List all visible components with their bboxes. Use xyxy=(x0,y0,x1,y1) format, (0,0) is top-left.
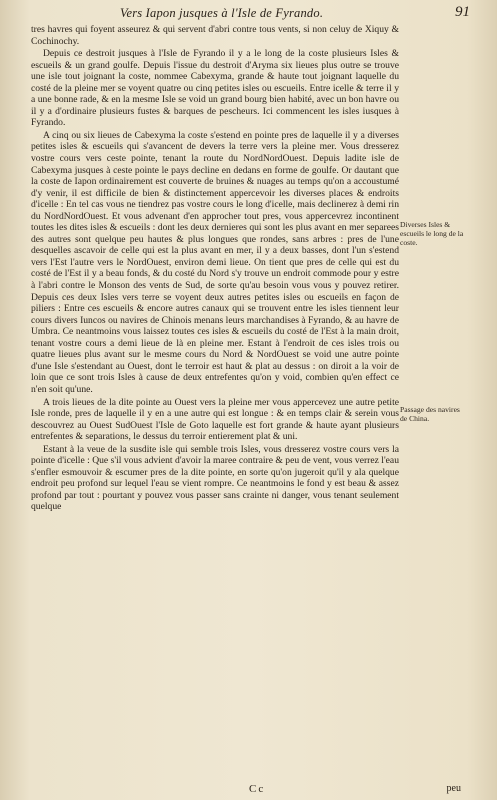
paragraph: Depuis ce destroit jusques à l'Isle de Fyrando il y a le long de la coste plusieurs Isles & escueils & un grand goulfe. Depuis l'issue du destroit d'Aryma six lieues plus outre se trouve une isle tout joignant la coste, nommee Cabexyma, grande & haute tout joignant laquelle du costé de la pleine mer se voyent quatre ou cinq petites isles ou escueils. Entre icelle & terre il y a une bonne rade, & en la mesme Isle se void un grand bourg bien habité, avec un bon havre ou il y a d'ordinaire plusieurs fustes & barques de pescheurs. Ici commencent les isles iusques à Fyrando. xyxy=(31,48,399,129)
paragraph: A cinq ou six lieues de Cabexyma la coste s'estend en pointe pres de laquelle il y a diverses petites isles & escueils qui s'avancent de devers la terre vers la pleine mer. Vous dresserez vostre cours vers ceste pointe, tenant la route du NordNordOuest. Depuis ladite isle de Cabexyma jusques à ceste pointe le pays decline en dedans en forme de goulfe. Or dautant que la coste de Iapon ordinairement est couverte de bruines & nuages au temps qu'on a accoustumé d'y venir, il est difficile de bien & distinctement appercevoir les diverses places & endroits d'icelle : En tel cas vous ne tiendrez pas vostre cours le long d'icelle, mais declinerez à demi rin du NordNordOuest. Et vous advenant d'en approcher tout pres, vous appercevrez incontinent toutes les dites isles & escueils : dont les deux dernieres qui sont les plus avant en mer separees des autres sont quelque peu hautes & plus longues que rondes, sans arbres : pres de l'une desquelles ascavoir de celle qui est la plus avant en mer, il y a deux basses, dont l'un s'estend vers l'Est l'autre vers le NordOuest, environ demi lieue. On tient que pres de celle qui est du costé de l'Est il y a beau fonds, & du costé du Nord s'y trouve un endroit commode pour y estre à l'abri contre le Monson des vents de Sud, de sorte qu'au besoin vous vous y pouvez retirer. Depuis ces deux Isles vers terre se voyent deux autres petites isles ou escueils en façon de piliers : Entre ces escueils & encore autres canaux qui se trouvent entre les isles tiennent leur cours divers Iuncos ou navires de Chinois menans leurs marchandises à Fyrando, & au havre de Umbra. Ce neantmoins vous laissez toutes ces isles & escueils du costé de l'Est à la main droit, tenant vostre cours a demi lieue de là en pleine mer. Estant à l'endroit de ces isles trois ou quatre lieues plus avant sur le mesme cours du Nord & NordOuest se void une autre pointe d'une Isle s'estendant au Ouest, dont le terroir est haut & plat au dessus : on diroit a la voir de loin que ce sont trois Isles à cause de deux entrefentes qu'on y void, combien qu'en effect ce n'en soit qu'une. xyxy=(31,129,399,395)
main-text-column xyxy=(31,24,399,513)
paragraph: Estant à la veue de la susdite isle qui semble trois Isles, vous dresserez vostre cours vers la pointe d'icelle : Que s'il vous advient d'avoir la maree contraire & peu de vent, vous verrez l'eau s'enfler esmouvoir & escumer pres de la dite pointe, en sorte qu'on jugeroit qu'il y ala quelque endroit peu profond sur lequel l'eau se vient rompre. Ce neantmoins le fond y est beau & assez profond par tout : pourtant y pouvez vous passer sans crainte ni danger, vous tenant seulement quelque xyxy=(31,443,399,513)
signature-mark: Cc xyxy=(249,783,266,795)
paragraph: A trois lieues de la dite pointe au Ouest vers la pleine mer vous appercevez une autre petite Isle ronde, pres de laquelle il y en a une autre qui est longue : & en temps clair & serein vous descouvrez au Ouest SudOuest l'Isle de Goto laquelle est fort grande & haute ayant plusieurs entrefentes & separations, le dessus du terroir entierement plat & uni. xyxy=(31,396,399,443)
page-header xyxy=(60,6,470,22)
paragraph: tres havres qui foyent asseurez & qui servent d'abri contre tous vents, si non celuy de Xiquy & Cochinochy. xyxy=(31,24,399,47)
page-footer xyxy=(31,783,461,797)
catchword: peu xyxy=(446,783,461,794)
margin-note: Passage des navires de China. xyxy=(400,405,460,423)
margin-note: Diverses Isles & escueils le long de la coste. xyxy=(400,220,464,247)
page-number: 91 xyxy=(455,4,470,20)
running-head: Vers Iapon jusques à l'Isle de Fyrando. xyxy=(120,6,324,20)
